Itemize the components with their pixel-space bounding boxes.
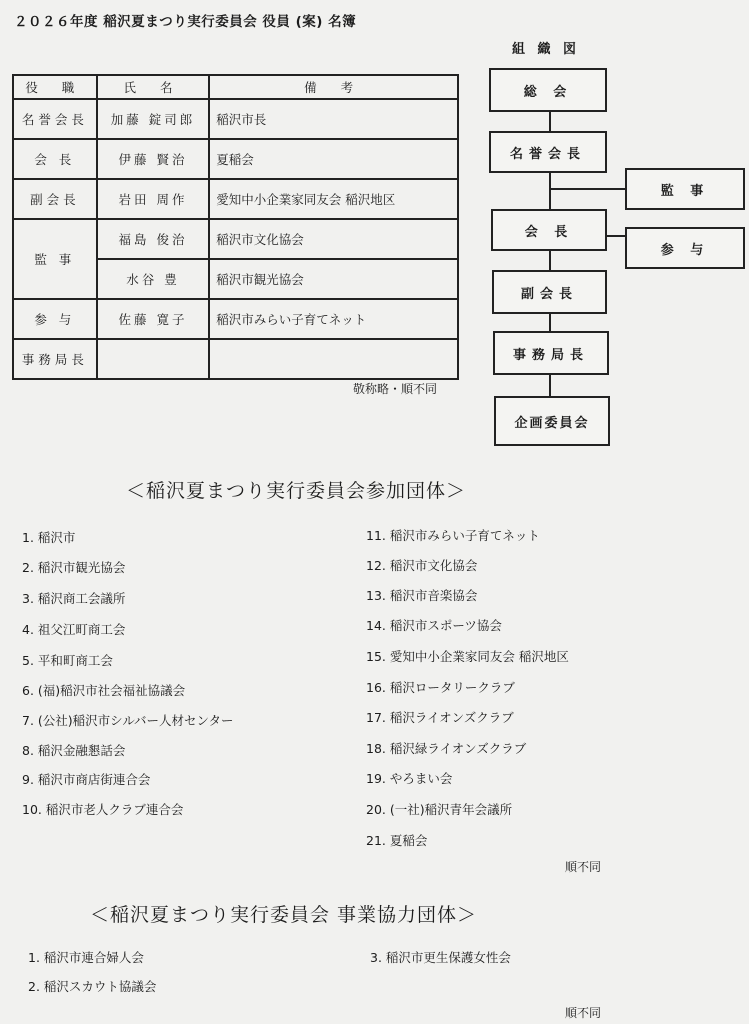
org-box-secretary-general: 事務局長	[493, 331, 609, 375]
name-cell: 水谷 豊	[97, 259, 210, 299]
table-footnote: 敬称略・順不同	[353, 382, 438, 396]
list-item: 12. 稲沢市文化協会	[366, 558, 478, 573]
header-note: 備 考	[209, 75, 458, 99]
list-item: 10. 稲沢市老人クラブ連合会	[22, 802, 184, 817]
note-cell: 稲沢市文化協会	[209, 219, 458, 259]
org-connector	[549, 314, 551, 332]
list-item: 21. 夏稲会	[366, 833, 428, 848]
header-name: 氏 名	[97, 75, 210, 99]
org-connector	[549, 188, 626, 190]
list-item: 20. (一社)稲沢青年会議所	[366, 802, 513, 817]
org-connector	[549, 375, 551, 397]
role-cell: 会 長	[13, 139, 97, 179]
note-cell: 愛知中小企業家同友会 稲沢地区	[209, 179, 458, 219]
header-role: 役 職	[13, 75, 97, 99]
list-item: 6. (福)稲沢市社会福祉協議会	[22, 683, 186, 698]
org-box-general-meeting: 総 会	[489, 68, 607, 112]
list-item: 18. 稲沢緑ライオンズクラブ	[366, 741, 527, 756]
list-item: 11. 稲沢市みらい子育てネット	[366, 528, 540, 543]
list-item: 7. (公社)稲沢市シルバー人材センター	[22, 713, 234, 728]
org-box-planning-committee: 企画委員会	[494, 396, 610, 446]
list-item: 5. 平和町商工会	[22, 653, 113, 668]
org-chart-title: 組 織 図	[512, 42, 581, 57]
list-item: 9. 稲沢市商店街連合会	[22, 772, 151, 787]
org-connector	[549, 173, 551, 210]
role-cell: 名誉会長	[13, 99, 97, 139]
org-connector	[607, 235, 626, 237]
note-cell: 夏稲会	[209, 139, 458, 179]
name-cell: 岩田 周作	[97, 179, 210, 219]
list-item: 1. 稲沢市	[22, 530, 76, 545]
table-header-row	[13, 75, 458, 99]
role-cell: 事務局長	[13, 339, 97, 379]
document-title: ２０２６年度 稲沢夏まつり実行委員会 役員 (案) 名簿	[14, 14, 357, 30]
org-box-advisor: 参 与	[625, 227, 745, 269]
members-section-title: ＜稲沢夏まつり実行委員会参加団体＞	[126, 480, 467, 502]
list-item: 19. やろまい会	[366, 771, 453, 786]
note-cell: 稲沢市観光協会	[209, 259, 458, 299]
note-cell	[209, 339, 458, 379]
name-cell	[97, 339, 210, 379]
note-cell: 稲沢市みらい子育てネット	[209, 299, 458, 339]
name-cell: 加藤 錠司郎	[97, 99, 210, 139]
name-cell: 佐藤 寛子	[97, 299, 210, 339]
org-box-chair: 会 長	[491, 209, 607, 251]
officer-table	[12, 74, 459, 380]
role-cell: 監 事	[13, 219, 97, 299]
list-item: 8. 稲沢金融懇話会	[22, 743, 126, 758]
table-row	[13, 139, 458, 179]
org-box-auditor: 監 事	[625, 168, 745, 210]
table-row	[13, 299, 458, 339]
list-item: 1. 稲沢市連合婦人会	[28, 950, 144, 965]
list-item: 4. 祖父江町商工会	[22, 622, 126, 637]
list-item: 15. 愛知中小企業家同友会 稲沢地区	[366, 649, 569, 664]
org-box-honorary-chair: 名誉会長	[489, 131, 607, 173]
table-row	[13, 179, 458, 219]
org-box-vice-chair: 副会長	[492, 270, 607, 314]
name-cell: 福島 俊治	[97, 219, 210, 259]
list-item: 2. 稲沢スカウト協議会	[28, 979, 157, 994]
role-cell: 副会長	[13, 179, 97, 219]
org-connector	[549, 112, 551, 132]
list-item: 17. 稲沢ライオンズクラブ	[366, 710, 514, 725]
table-row	[13, 219, 458, 259]
table-row	[13, 339, 458, 379]
org-connector	[549, 251, 551, 271]
cooperators-order-note: 順不同	[565, 1006, 602, 1020]
list-item: 3. 稲沢市更生保護女性会	[370, 950, 511, 965]
role-cell: 参 与	[13, 299, 97, 339]
members-order-note: 順不同	[565, 860, 602, 874]
table-row	[13, 99, 458, 139]
note-cell: 稲沢市長	[209, 99, 458, 139]
cooperators-section-title: ＜稲沢夏まつり実行委員会 事業協力団体＞	[90, 904, 478, 926]
list-item: 16. 稲沢ロータリークラブ	[366, 680, 515, 695]
list-item: 3. 稲沢商工会議所	[22, 591, 126, 606]
list-item: 14. 稲沢市スポーツ協会	[366, 618, 502, 633]
name-cell: 伊藤 賢治	[97, 139, 210, 179]
list-item: 2. 稲沢市観光協会	[22, 560, 126, 575]
list-item: 13. 稲沢市音楽協会	[366, 588, 478, 603]
